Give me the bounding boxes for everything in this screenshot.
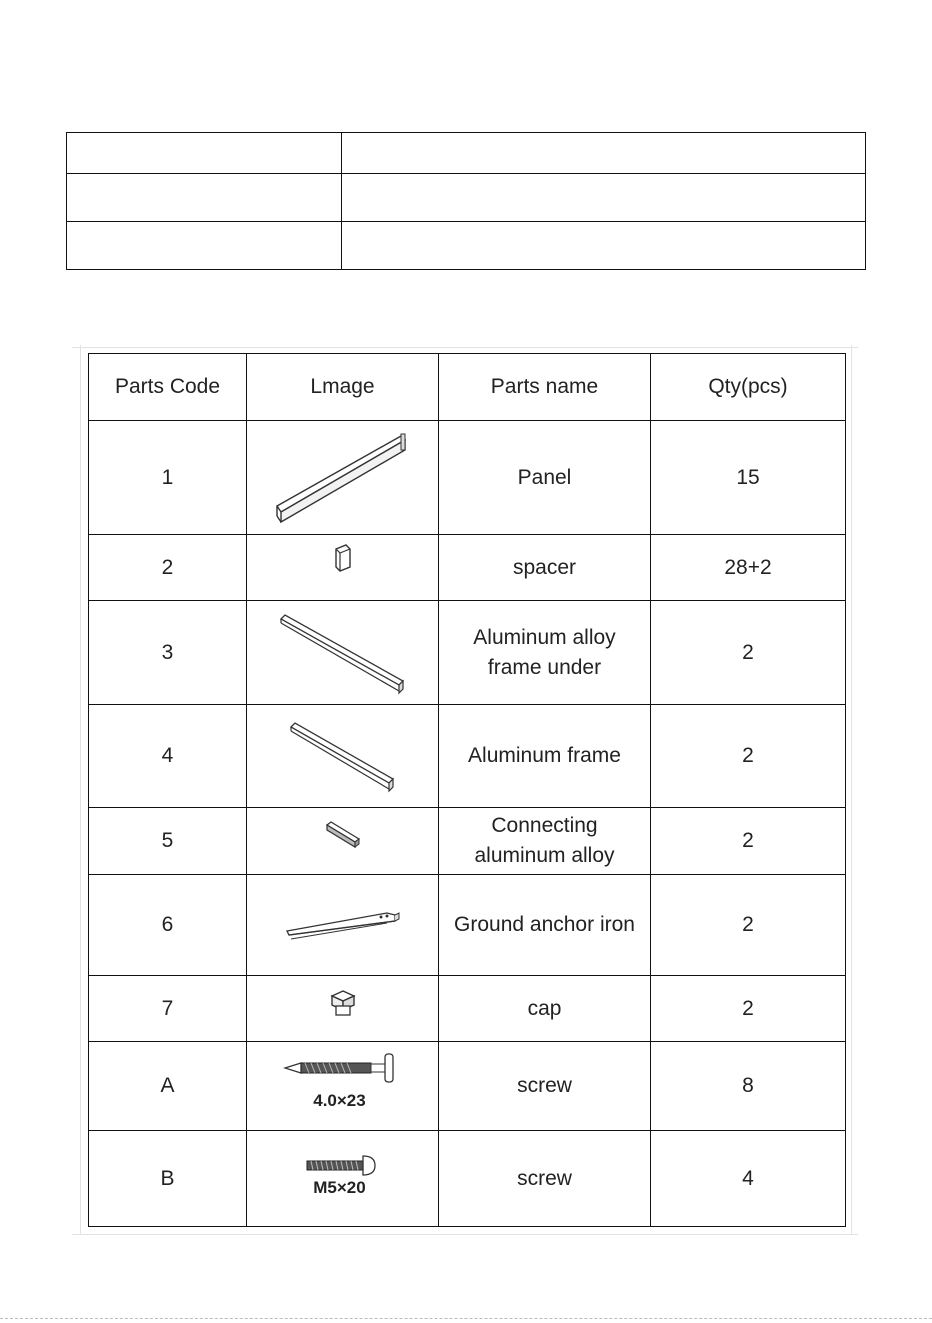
table-row (89, 1042, 846, 1131)
table-row (89, 976, 846, 1042)
part-code: B (89, 1131, 247, 1227)
parts-table (88, 353, 846, 1227)
part-name: cap (527, 996, 562, 1020)
part-qty: 4 (651, 1131, 846, 1227)
part-code: 3 (89, 601, 247, 705)
screw-icon (303, 1153, 383, 1179)
part-qty: 15 (651, 421, 846, 535)
scan-guide (80, 345, 81, 1235)
aluminum-frame-icon (287, 719, 399, 793)
part-name: Connecting aluminum alloy (474, 814, 615, 867)
part-name: spacer (512, 555, 577, 579)
scan-guide (851, 345, 852, 1235)
part-name: Panel (517, 465, 572, 489)
table-row (89, 421, 846, 535)
header-qty: Qty(pcs) (651, 354, 846, 421)
part-code: 5 (89, 808, 247, 875)
part-code: 7 (89, 976, 247, 1042)
panel-icon (273, 430, 413, 526)
scan-guide (72, 347, 858, 348)
table-row (89, 601, 846, 705)
page-edge-dashes (0, 1318, 932, 1319)
table-divider (67, 173, 865, 174)
part-qty: 28+2 (651, 535, 846, 601)
header-info-table (66, 132, 866, 270)
scan-guide (72, 1234, 858, 1235)
part-name: screw (517, 1074, 572, 1097)
table-row (89, 875, 846, 976)
part-name: screw (517, 1166, 572, 1190)
table-row (89, 705, 846, 808)
table-row (89, 1131, 846, 1227)
part-code: 2 (89, 535, 247, 601)
part-name: Aluminum frame (468, 744, 621, 767)
spacer-icon (328, 539, 358, 579)
part-code: 1 (89, 421, 247, 535)
aluminum-alloy-frame-under-icon (277, 611, 409, 695)
cap-icon (328, 988, 358, 1018)
header-parts-name: Parts name (439, 354, 651, 421)
part-qty: 2 (651, 705, 846, 808)
part-name: Ground anchor iron (454, 913, 635, 936)
table-divider (341, 133, 342, 269)
ground-anchor-iron-icon (283, 905, 403, 945)
header-parts-code: Parts Code (89, 354, 247, 421)
screw-icon (283, 1052, 403, 1092)
header-image: Lmage (247, 354, 439, 421)
part-qty: 2 (651, 976, 846, 1042)
part-qty: 2 (651, 601, 846, 705)
part-qty: 8 (651, 1042, 846, 1131)
screw-size-label: M5×20 (313, 1177, 366, 1197)
part-qty: 2 (651, 875, 846, 976)
table-divider (67, 221, 865, 222)
table-row (89, 535, 846, 601)
part-qty: 2 (651, 808, 846, 875)
part-code: 6 (89, 875, 247, 976)
table-header-row (89, 354, 846, 421)
screw-size-label: 4.0×23 (313, 1091, 366, 1110)
connecting-aluminum-alloy-icon (323, 819, 363, 849)
table-row (89, 808, 846, 875)
part-code: A (89, 1042, 247, 1131)
part-name: Aluminum alloy frame under (473, 625, 616, 679)
part-code: 4 (89, 705, 247, 808)
